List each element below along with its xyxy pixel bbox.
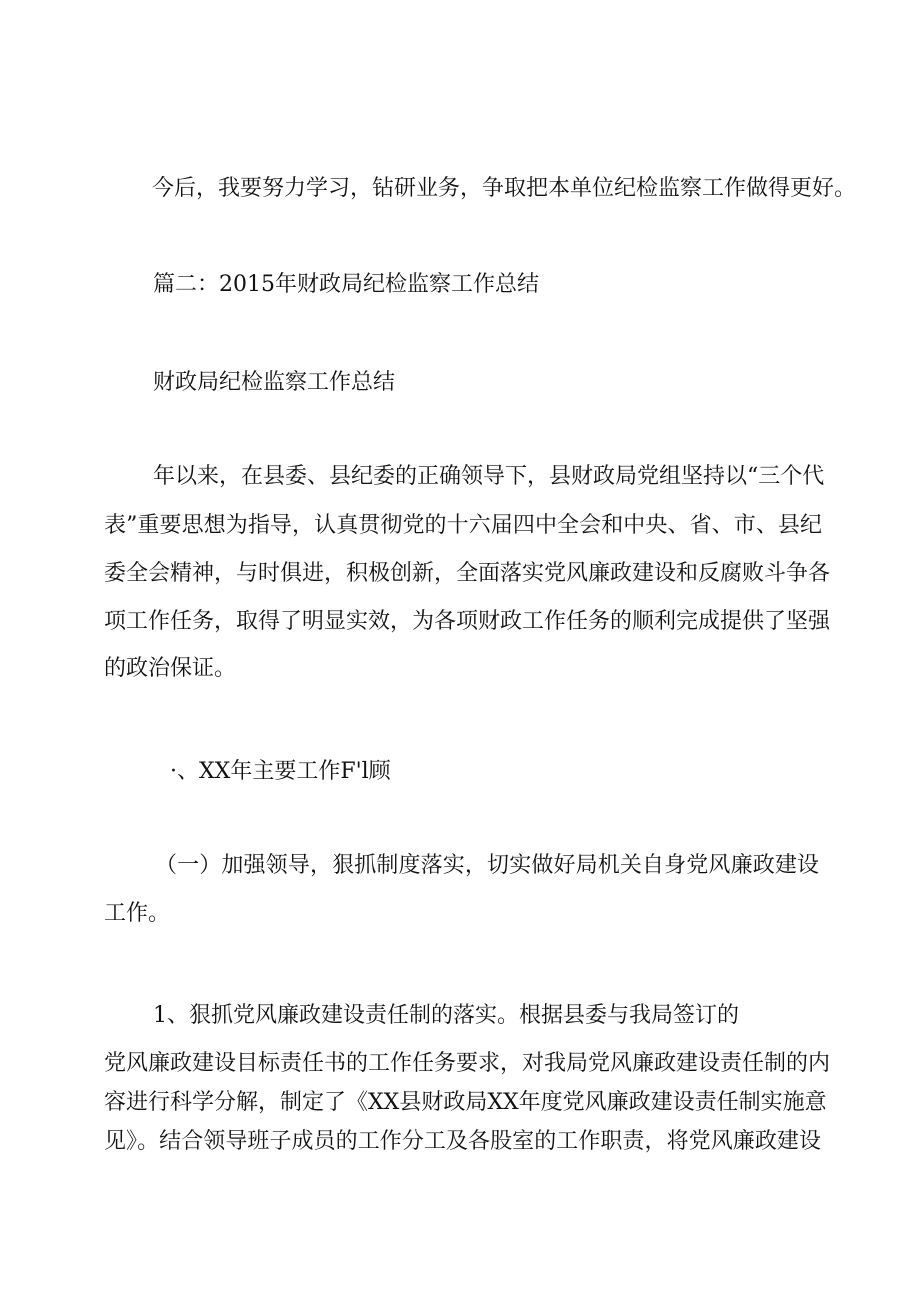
closing-line: 今后，我要努力学习，钻研业务，争取把本单位纪检监察工作做得更好。 — [152, 176, 857, 201]
intro-line: 委全会精神，与时俱进，积极创新，全面落实党风廉政建设和反腐败斗争各 — [104, 561, 831, 586]
intro-line: 项工作任务，取得了明显实效，为各项财政工作任务的顺利完成提供了坚强 — [104, 609, 831, 634]
subsection-one-line: 工作。 — [104, 901, 171, 926]
item-one-lead: 1、狠抓党风廉政建设责任制的落实。根据县委与我局签订的 — [153, 1003, 739, 1028]
section-one-heading: ·、XX年主要工作F'l顾 — [170, 759, 391, 784]
intro-line: 的政治保证。 — [104, 656, 237, 681]
article-title: 财政局纪检监察工作总结 — [153, 370, 396, 395]
article-heading: 篇二：2015年财政局纪检监察工作总结 — [153, 272, 539, 297]
subsection-one-line: （一）加强领导，狠抓制度落实，切实做好局机关自身党风廉政建设 — [155, 853, 819, 878]
item-one-line: 见》。结合领导班子成员的工作分工及各股室的工作职责，将党风廉政建设 — [104, 1129, 821, 1154]
intro-line: 年以来，在县委、县纪委的正确领导下，县财政局党组坚持以“三个代 — [153, 464, 825, 489]
item-one-line: 容进行科学分解，制定了《XX县财政局XX年度党风廉政建设责任制实施意 — [104, 1090, 827, 1115]
item-one-line: 党风廉政建设目标责任书的工作任务要求，对我局党风廉政建设责任制的内 — [104, 1051, 831, 1076]
intro-line: 表”重要思想为指导，认真贯彻党的十六届四中全会和中央、省、市、县纪 — [104, 513, 822, 538]
